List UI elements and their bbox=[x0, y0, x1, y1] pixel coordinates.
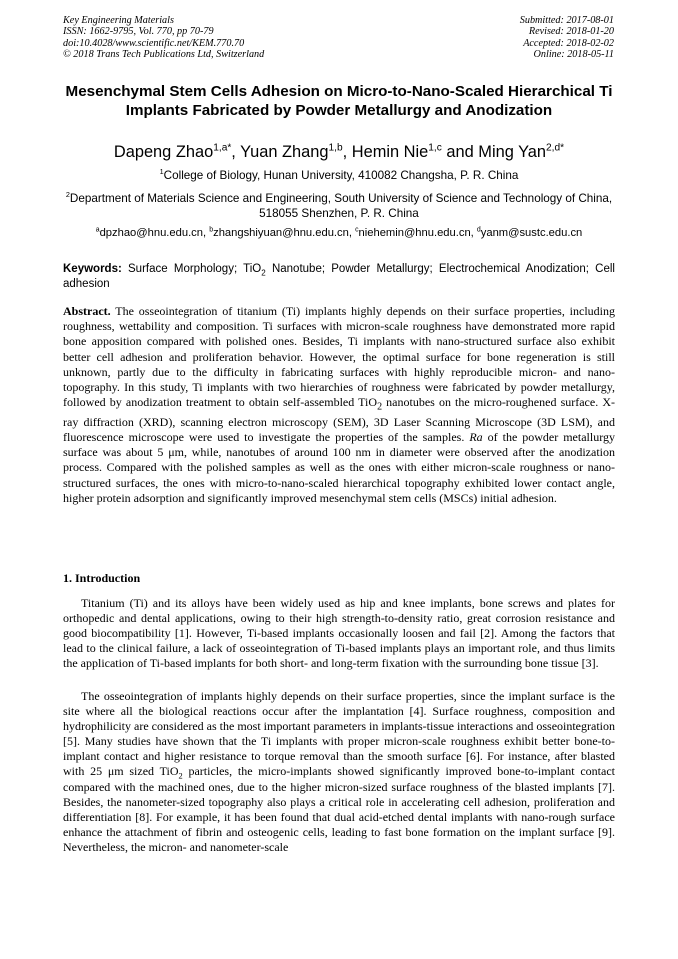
author-affiliation-mark: 2,d* bbox=[546, 142, 565, 154]
intro-paragraph-1: Titanium (Ti) and its alloys have been widely used as hip and knee implants, bone screws and plates for orthopedic and dental applications, owing to their high strength-to-density ratio, great corrosion resistance and good biocompatibility [1]. However, Ti-based implants occasionally loosen and fail [2]. Among the factors that lead to the clinical failure, a lack of osseointegration of Ti-based implants plays an important role, and thus limits the application of Ti-based implants for both short- and long-term fixation with the surrounding bone tissue [3]. bbox=[63, 596, 615, 671]
date-submitted: Submitted: 2017-08-01 bbox=[519, 15, 614, 26]
affiliation-1 bbox=[63, 168, 615, 183]
email-link[interactable]: yanm@sustc.edu.cn bbox=[480, 227, 583, 239]
email-link[interactable]: niehemin@hnu.edu.cn bbox=[358, 227, 471, 239]
abstract-label: Abstract. bbox=[63, 304, 111, 318]
affiliation-text: College of Biology, Hunan University, 410082 Changsha, P. R. China bbox=[163, 169, 519, 182]
journal-name: Key Engineering Materials bbox=[63, 15, 174, 26]
author-name: Hemin Nie bbox=[351, 143, 429, 161]
email-mark: a bbox=[95, 226, 100, 234]
author-affiliation-mark: 1,c bbox=[428, 142, 442, 154]
author-separator: , bbox=[342, 143, 352, 161]
journal-issn: ISSN: 1662-9795, Vol. 770, pp 70-79 bbox=[63, 26, 214, 38]
email-link[interactable]: dpzhao@hnu.edu.cn bbox=[99, 227, 204, 239]
abstract-italic: Ra bbox=[469, 430, 483, 445]
affiliation-number: 1 bbox=[159, 167, 164, 177]
keywords-subscript: 2 bbox=[261, 268, 266, 278]
email-link[interactable]: zhangshiyuan@hnu.edu.cn bbox=[213, 227, 349, 239]
author-emails bbox=[63, 226, 615, 240]
email-mark: b bbox=[209, 226, 214, 234]
keywords bbox=[63, 262, 615, 292]
paragraph-subscript: 2 bbox=[178, 771, 183, 781]
email-mark: c bbox=[355, 226, 359, 234]
affiliation-number: 2 bbox=[65, 190, 70, 200]
abstract-subscript: 2 bbox=[377, 401, 383, 413]
keywords-text: Nanotube; Powder Metallurgy; Electrochemical Anodization; Cell adhesion bbox=[63, 263, 615, 290]
affiliation-2 bbox=[63, 191, 615, 221]
paragraph-text: The osseointegration of implants highly depends on their surface properties, since the implant surface is the site where all the biological reactions occur after the implantation [4]. Surface roughness, composition and hydrophilicity are considered as the most important parameters in implants-tissue interactions and osseointegration [5]. Many studies have shown that the Ti implants with proper micron-scale roughness exhibit better bone-to-implant contact and higher resistance to torque removal than the smooth surface [6]. For instance, after blasted with 25 μm sized TiO bbox=[63, 689, 615, 779]
abstract bbox=[63, 304, 615, 506]
date-online: Online: 2018-05-11 bbox=[533, 49, 614, 61]
keywords-label: Keywords: bbox=[63, 263, 122, 275]
submission-dates bbox=[520, 15, 614, 61]
date-accepted: Accepted: 2018-02-02 bbox=[523, 37, 614, 49]
abstract-text: of the powder metallurgy surface was about 5 μm, while, nanotubes of around 100 nm in diameter were observed after the anodization process. Compared with the polished samples as well as the ones with either micron-scale roughness or nano-structured surfaces, the ones with micro-to-nano-scaled hierarchical topography exhibited lower contact angle, higher protein adsorption and significantly improved mesenchymal stem cells (MSCs) initial adhesion. bbox=[63, 430, 615, 505]
paragraph-text: particles, the micro-implants showed significantly improved bone-to-implant contact compared with the machined ones, due to the higher micron-sized surface roughness of the blasted implants [7]. Besides, the nanometer-sized topography also plays a critical role in accelerating cell adhesion, proliferation and differentiation [8]. For example, it has been found that dual acid-etched dental implants with nano-rough surface enhance the attachment of fibrin and osteogenic cells, leading to fast bone formation on the implant surface [9]. Nevertheless, the micron- and nanometer-scale bbox=[63, 764, 615, 854]
email-mark: d bbox=[476, 226, 481, 234]
journal-header bbox=[63, 15, 264, 61]
section-heading-introduction: 1. Introduction bbox=[63, 571, 141, 585]
email-separator: , bbox=[348, 227, 356, 239]
author-separator: , bbox=[231, 143, 241, 161]
author-list bbox=[63, 142, 615, 162]
copyright: © 2018 Trans Tech Publications Ltd, Switzerland bbox=[63, 49, 265, 61]
abstract-text: nanotubes on the micro-roughened surface. X-ray diffraction (XRD), scanning electron microscopy (SEM), 3D Laser Scanning Microscope (3D LSM), and fluorescence microscope were used to investigate the properties of the samples. bbox=[63, 395, 615, 445]
affiliation-text: Department of Materials Science and Engineering, South University of Science and Technology of China, 518055 Shenzhen, P. R. China bbox=[69, 192, 613, 220]
doi-link[interactable]: doi:10.4028/www.scientific.net/KEM.770.70 bbox=[63, 37, 245, 49]
paper-title: Mesenchymal Stem Cells Adhesion on Micro-to-Nano-Scaled Hierarchical Ti Implants Fabricated by Powder Metallurgy and Anodization bbox=[65, 83, 613, 119]
author-separator: and bbox=[441, 143, 479, 161]
abstract-text: The osseointegration of titanium (Ti) implants highly depends on their surface properties, including roughness, wettability and composition. Ti surfaces with micron-scale roughness have demonstrated more rapid bone apposition compared with polished ones. Besides, Ti implants with nano-structured surface also exhibit better cell adhesion and proliferation behavior. However, the optimal surface for bone regeneration is still unknown, partly due to the difficulty in fabricating surfaces with highly reproducible micron- and nano-topography. In this study, Ti implants with two hierarchies of roughness were fabricated by powder metallurgy, followed by anodization treatment to obtain self-assembled TiO bbox=[63, 304, 616, 410]
author-name: Ming Yan bbox=[478, 143, 547, 161]
author-affiliation-mark: 1,b bbox=[328, 142, 343, 154]
author-name: Dapeng Zhao bbox=[113, 143, 214, 161]
author-affiliation-mark: 1,a* bbox=[213, 142, 232, 154]
email-separator: , bbox=[470, 227, 477, 239]
email-separator: , bbox=[203, 227, 210, 239]
intro-paragraph-2 bbox=[63, 689, 615, 855]
author-name: Yuan Zhang bbox=[240, 143, 329, 161]
date-revised: Revised: 2018-01-20 bbox=[528, 26, 614, 38]
keywords-text: Surface Morphology; TiO bbox=[128, 263, 262, 275]
